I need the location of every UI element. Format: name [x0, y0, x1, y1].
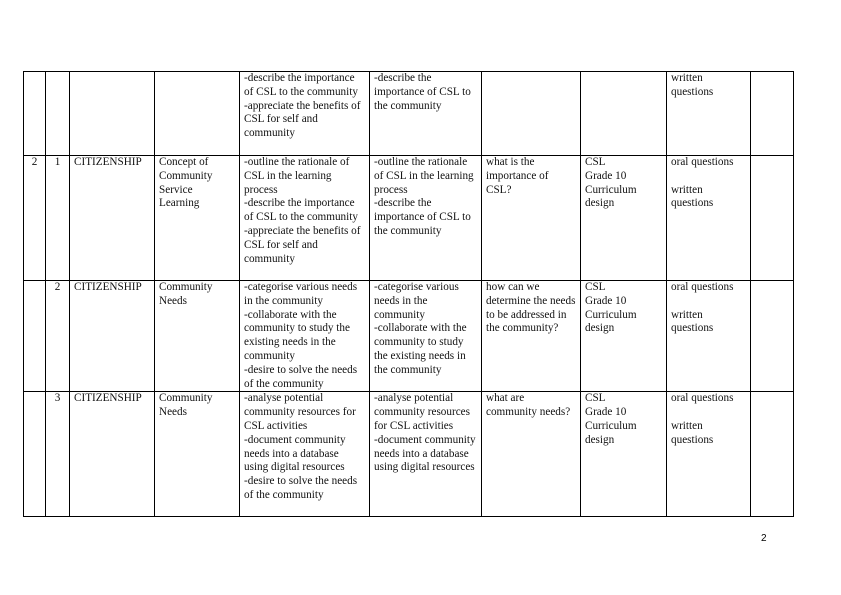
lesson-cell: 3: [46, 392, 70, 517]
strand-cell: CITIZENSHIP: [70, 156, 155, 281]
assessment-cell: oral questions written questions: [667, 156, 751, 281]
sub-strand-cell: Concept of Community Service Learning: [155, 156, 240, 281]
table-row: [24, 281, 794, 392]
remarks-cell: [751, 281, 794, 392]
resources-cell: CSL Grade 10 Curriculum design: [581, 392, 667, 517]
learning-outcomes-cell: -categorise various needs in the community -collaborate with the community to study the existing needs in the community -desire to solve the needs of the community: [240, 281, 370, 392]
lesson-cell: 1: [46, 156, 70, 281]
resources-cell: CSL Grade 10 Curriculum design: [581, 281, 667, 392]
learning-outcomes-cell: -describe the importance of CSL to the community -appreciate the benefits of CSL for self and community: [240, 72, 370, 156]
remarks-cell: [751, 72, 794, 156]
learning-experiences-cell: -categorise various needs in the community -collaborate with the community to study the existing needs in the community: [370, 281, 482, 392]
page-number: 2: [761, 533, 767, 544]
learning-experiences-cell: -analyse potential community resources for CSL activities -document community needs into a database using digital resources: [370, 392, 482, 517]
learning-experiences-cell: -outline the rationale of CSL in the learning process -describe the importance of CSL to the community: [370, 156, 482, 281]
remarks-cell: [751, 156, 794, 281]
week-cell: [24, 72, 46, 156]
table-row: [24, 392, 794, 517]
resources-cell: [581, 72, 667, 156]
sub-strand-cell: Community Needs: [155, 392, 240, 517]
key-inquiry-question-cell: what are community needs?: [482, 392, 581, 517]
lesson-cell: [46, 72, 70, 156]
week-cell: [24, 281, 46, 392]
learning-outcomes-cell: -outline the rationale of CSL in the learning process -describe the importance of CSL to the community -appreciate the benefits of CSL for self and community: [240, 156, 370, 281]
strand-cell: CITIZENSHIP: [70, 392, 155, 517]
week-cell: [24, 392, 46, 517]
assessment-cell: oral questions written questions: [667, 281, 751, 392]
table-row: [24, 72, 794, 156]
assessment-cell: oral questions written questions: [667, 392, 751, 517]
strand-cell: CITIZENSHIP: [70, 281, 155, 392]
strand-cell: [70, 72, 155, 156]
learning-experiences-cell: -describe the importance of CSL to the community: [370, 72, 482, 156]
resources-cell: CSL Grade 10 Curriculum design: [581, 156, 667, 281]
key-inquiry-question-cell: what is the importance of CSL?: [482, 156, 581, 281]
scheme-of-work-table: [23, 71, 794, 517]
key-inquiry-question-cell: [482, 72, 581, 156]
lesson-cell: 2: [46, 281, 70, 392]
learning-outcomes-cell: -analyse potential community resources for CSL activities -document community needs into a database using digital resources -desire to solve the needs of the community: [240, 392, 370, 517]
remarks-cell: [751, 392, 794, 517]
sub-strand-cell: [155, 72, 240, 156]
key-inquiry-question-cell: how can we determine the needs to be addressed in the community?: [482, 281, 581, 392]
assessment-cell: written questions: [667, 72, 751, 156]
table-row: [24, 156, 794, 281]
week-cell: 2: [24, 156, 46, 281]
sub-strand-cell: Community Needs: [155, 281, 240, 392]
